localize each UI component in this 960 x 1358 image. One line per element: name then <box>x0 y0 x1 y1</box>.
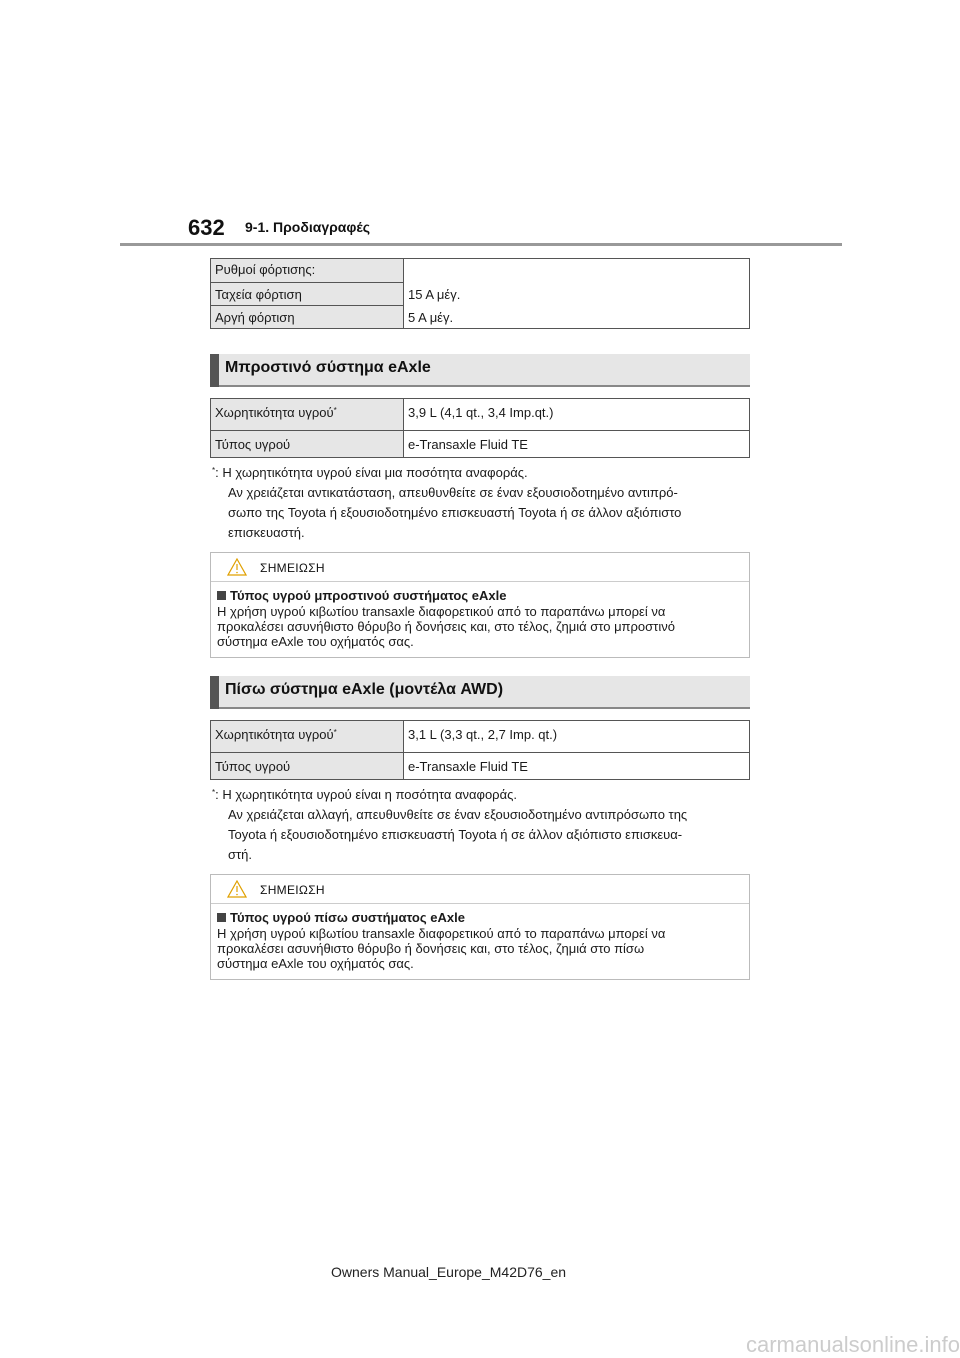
notice-body <box>211 904 749 979</box>
table-row <box>211 721 750 753</box>
table-row <box>211 753 750 780</box>
footnote-asterisk: * <box>333 406 337 415</box>
table-cell-value: 15 A μέγ. <box>404 283 750 306</box>
heading-accent-bar <box>210 354 219 387</box>
notice-title <box>217 588 743 603</box>
heading-accent-bar <box>210 676 219 709</box>
table-row <box>211 259 750 283</box>
notice-title-text: Τύπος υγρού πίσω συστήματος eAxle <box>230 910 465 925</box>
table-cell-label <box>211 721 404 753</box>
table-cell-label: Τύπος υγρού <box>211 431 404 458</box>
section-heading-rear-eaxle <box>210 676 750 709</box>
notice-header <box>211 553 749 582</box>
warning-triangle-icon <box>227 558 247 576</box>
footnote-line: Αν χρειάζεται αλλαγή, απευθυνθείτε σε έναν εξουσιοδοτημένο αντιπρόσωπο της <box>228 807 688 822</box>
watermark: carmanualsonline.info <box>745 1332 960 1357</box>
table-cell-label: Ταχεία φόρτιση <box>211 283 404 306</box>
footnote-asterisk: * <box>212 788 216 797</box>
notice-line: Η χρήση υγρού κιβωτίου transaxle διαφορετικού από το παραπάνω μπορεί να <box>217 604 666 619</box>
table-cell-value: 3,9 L (4,1 qt., 3,4 Imp.qt.) <box>404 399 750 431</box>
notice-line: σύστημα eAxle του οχήματός σας. <box>217 634 414 649</box>
heading-text: Πίσω σύστημα eAxle (μοντέλα AWD) <box>225 681 504 698</box>
table-cell-value: e-Transaxle Fluid TE <box>404 753 750 780</box>
footnote-line <box>212 463 752 483</box>
front-eaxle-spec-table <box>210 398 750 458</box>
footnote-text: : Η χωρητικότητα υγρού είναι η ποσότητα αναφοράς. <box>215 787 517 802</box>
notice-title <box>217 910 743 925</box>
notice-line: προκαλέσει ασυνήθιστο θόρυβο ή δονήσεις και, στο τέλος, ζημιά στο μπροστινό <box>217 619 675 634</box>
notice-label: ΣΗΜΕΙΩΣΗ <box>260 561 325 575</box>
table-cell-label: Τύπος υγρού <box>211 753 404 780</box>
footnote-asterisk: * <box>212 466 216 475</box>
notice-body <box>211 582 749 657</box>
footnote-asterisk: * <box>333 728 337 737</box>
notice-box-rear <box>210 874 750 980</box>
notice-label: ΣΗΜΕΙΩΣΗ <box>260 883 325 897</box>
footnote-text: : Η χωρητικότητα υγρού είναι μια ποσότητα αναφοράς. <box>215 465 528 480</box>
table-cell-value: e-Transaxle Fluid TE <box>404 431 750 458</box>
page-number: 632 <box>188 215 225 240</box>
footnote-line: στή. <box>228 847 253 862</box>
table-row <box>211 283 750 306</box>
table-cell-value: 5 A μέγ. <box>404 306 750 329</box>
footnote-line: Toyota ή εξουσιοδοτημένο επισκευαστή Toyota ή σε άλλον αξιόπιστο επισκευα- <box>228 827 683 842</box>
table-cell-label: Ρυθμοί φόρτισης: <box>211 259 404 283</box>
footnote-line: σωπο της Toyota ή εξουσιοδοτημένο επισκευαστή Toyota ή σε άλλον αξιόπιστο <box>228 505 682 520</box>
capacity-label: Χωρητικότητα υγρού <box>215 405 334 420</box>
front-footnote <box>212 463 752 543</box>
notice-line: Η χρήση υγρού κιβωτίου transaxle διαφορετικού από το παραπάνω μπορεί να <box>217 926 666 941</box>
square-bullet-icon <box>217 913 226 922</box>
footnote-line: Αν χρειάζεται αντικατάσταση, απευθυνθείτε σε έναν εξουσιοδοτημένο αντιπρό- <box>228 485 678 500</box>
notice-title-text: Τύπος υγρού μπροστινού συστήματος eAxle <box>230 588 507 603</box>
footnote-line: επισκευαστή. <box>228 525 305 540</box>
table-row <box>211 431 750 458</box>
warning-triangle-icon <box>227 880 247 898</box>
charging-rates-table <box>210 258 750 329</box>
notice-line: προκαλέσει ασυνήθιστο θόρυβο ή δονήσεις και, στο τέλος, ζημιά στο πίσω <box>217 941 645 956</box>
table-row <box>211 306 750 329</box>
section-heading-front-eaxle <box>210 354 750 387</box>
notice-box-front <box>210 552 750 658</box>
footer-manual-id: Owners Manual_Europe_M42D76_en <box>331 1264 567 1280</box>
notice-line: σύστημα eAxle του οχήματός σας. <box>217 956 414 971</box>
table-row <box>211 399 750 431</box>
heading-text: Μπροστινό σύστημα eAxle <box>225 359 431 376</box>
rear-footnote <box>212 785 752 865</box>
notice-header <box>211 875 749 904</box>
table-cell-value <box>404 259 750 283</box>
capacity-label: Χωρητικότητα υγρού <box>215 727 334 742</box>
table-cell-label <box>211 399 404 431</box>
table-cell-value: 3,1 L (3,3 qt., 2,7 Imp. qt.) <box>404 721 750 753</box>
rear-eaxle-spec-table <box>210 720 750 780</box>
footnote-line <box>212 785 752 805</box>
table-cell-label: Αργή φόρτιση <box>211 306 404 329</box>
section-title: 9-1. Προδιαγραφές <box>245 219 370 235</box>
square-bullet-icon <box>217 591 226 600</box>
header-divider <box>120 243 842 246</box>
